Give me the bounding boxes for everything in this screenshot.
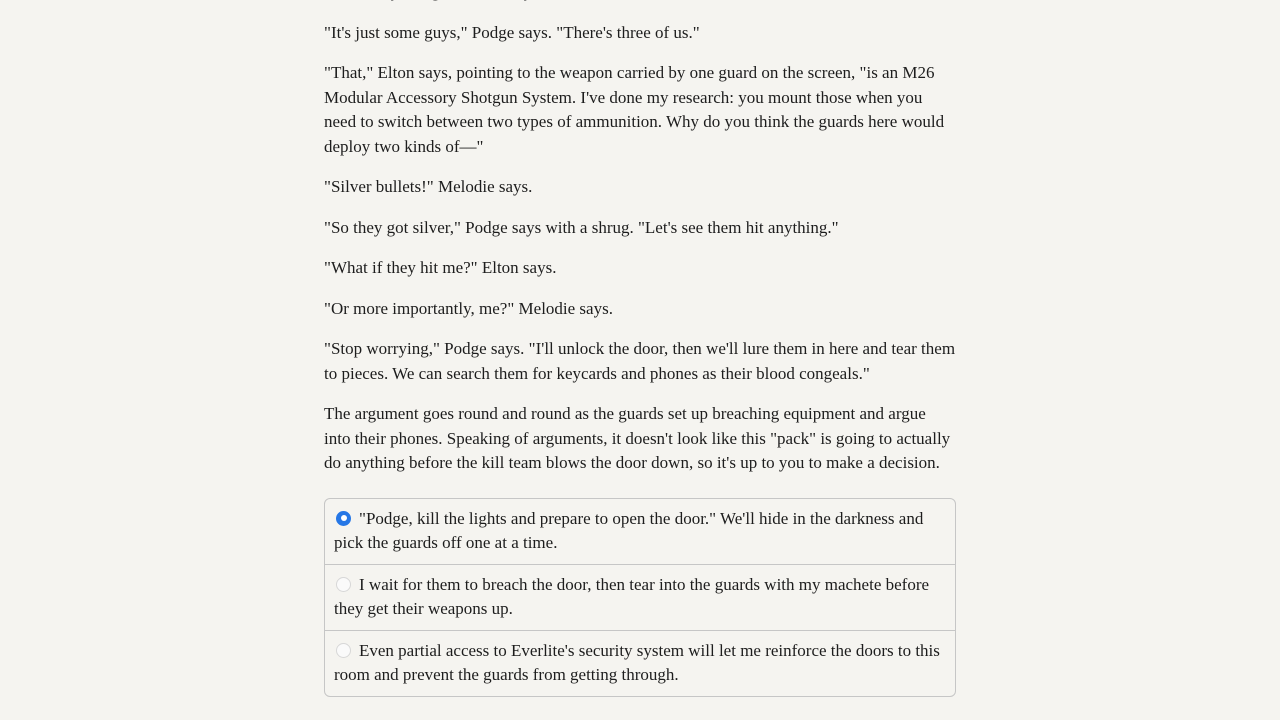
radio-unselected-icon[interactable]: [336, 577, 351, 592]
choice-option-2[interactable]: [325, 565, 955, 631]
story-text: [324, 0, 956, 697]
story-paragraph: "What if they hit me?" Elton says.: [324, 258, 557, 277]
story-paragraph: "So they got silver," Podge says with a shrug. "Let's see them hit anything.": [324, 217, 839, 237]
choice-label: I wait for them to breach the door, then tear into the guards with my machete before they get their weapons up.: [334, 574, 930, 618]
choice-list: [324, 498, 956, 697]
choice-option-1[interactable]: [325, 499, 955, 565]
story-paragraph: "Stop worrying," Podge says. "I'll unlock the door, then we'll lure them in here and tear them to pieces. We can search them for keycards and phones as their blood congeals.": [324, 339, 956, 383]
radio-selected-icon[interactable]: [336, 511, 351, 526]
choice-option-3[interactable]: [325, 631, 955, 696]
choice-label: "Podge, kill the lights and prepare to open the door." We'll hide in the darkness and pick the guards off one at a time.: [334, 508, 924, 552]
story-paragraph: "Silver bullets!" Melodie says.: [324, 177, 533, 196]
story-paragraph: "It's just some guys," Podge says. "There's three of us.": [324, 22, 700, 42]
story-paragraph: [324, 0, 956, 5]
story-paragraph: "That," Elton says, pointing to the weapon carried by one guard on the screen, "is an M26 Modular Accessory Shotgun System. I've done my research: you mount those when you need to switch between two types of ammunition. Why do you think the guards here would deploy two kinds of—": [324, 63, 945, 156]
radio-unselected-icon[interactable]: [336, 643, 351, 658]
story-paragraph: The argument goes round and round as the guards set up breaching equipment and argue into their phones. Speaking of arguments, it doesn't look like this "pack" is going to actually do anything before the kill team blows the door down, so it's up to you to make a decision.: [324, 404, 951, 472]
story-paragraph: "Or more importantly, me?" Melodie says.: [324, 298, 613, 318]
choice-label: Even partial access to Everlite's security system will let me reinforce the doors to this room and prevent the guards from getting through.: [334, 640, 940, 684]
